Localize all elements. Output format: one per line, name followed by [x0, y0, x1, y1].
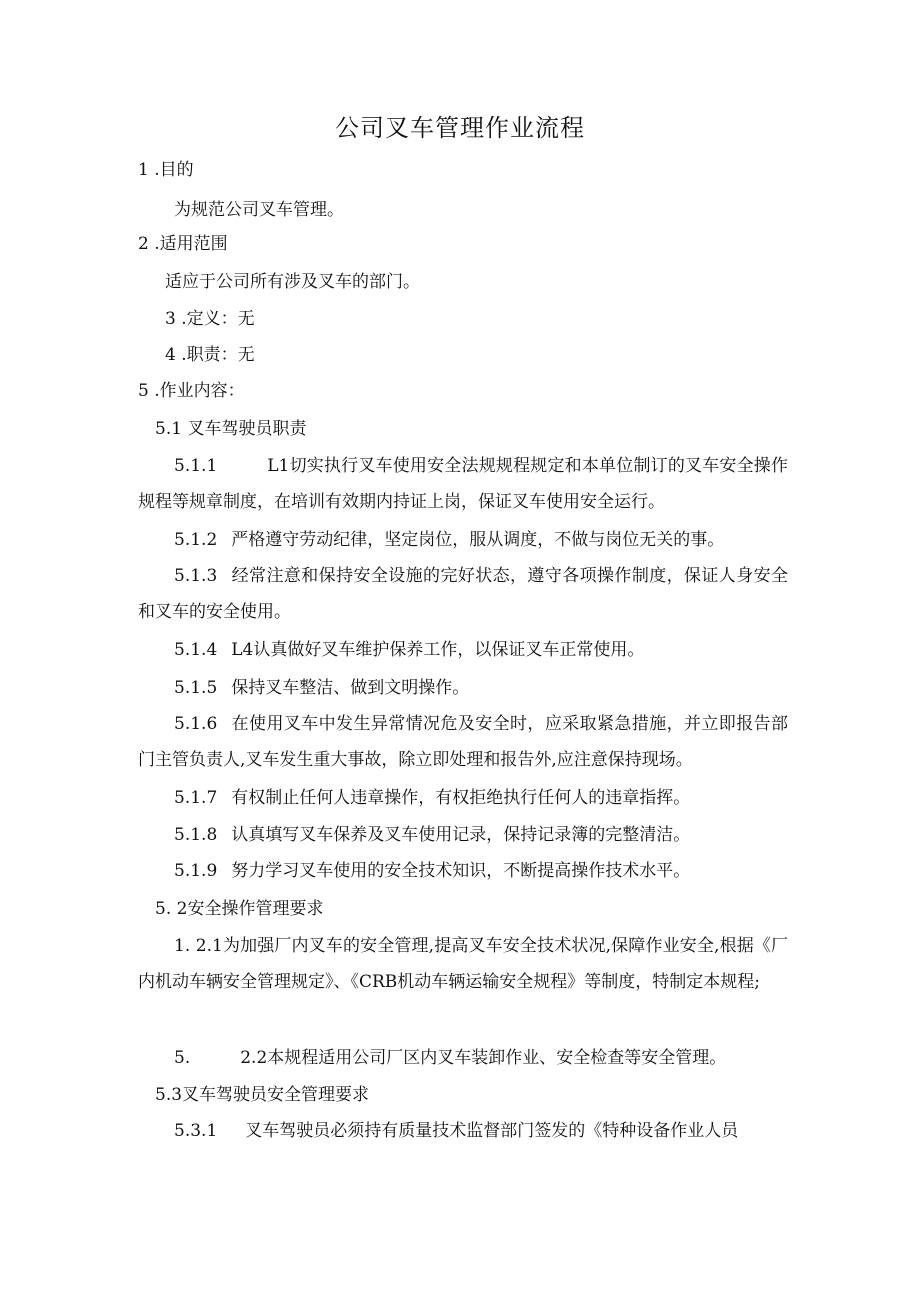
section-1-body: 为规范公司叉车管理。	[174, 200, 344, 220]
item-5-1-7-number: 5.1.7	[174, 788, 218, 808]
item-5-2-2-text: 2.2本规程适用公司厂区内叉车装卸作业、安全检查等安全管理。	[240, 1048, 727, 1068]
item-5-1-2-number: 5.1.2	[174, 530, 218, 550]
section-5-2-heading: 5. 2安全操作管理要求	[155, 899, 324, 919]
item-5-3-1	[174, 1119, 738, 1143]
item-5-1-8-text: 认真填写叉车保养及叉车使用记录，保持记录簿的完整清洁。	[231, 825, 691, 845]
section-4-heading: 4 .职责：无	[165, 345, 255, 365]
item-5-3-1-number: 5.3.1	[174, 1121, 218, 1141]
item-5-1-4-text: L4认真做好叉车维护保养工作，以保证叉车正常使用。	[231, 640, 645, 660]
item-5-1-9-text: 努力学习叉车使用的安全技术知识，不断提高操作技术水平。	[231, 861, 691, 881]
item-5-1-5	[174, 676, 469, 700]
item-5-1-6-text: 在使用叉车中发生异常情况危及安全时，应采取紧急措施，并立即报告部门主管负责人,叉车发生重大事故，除立即处理和报告外,应注意保持现场。	[138, 714, 788, 770]
section-5-heading: 5 .作业内容：	[138, 381, 245, 401]
item-5-1-4-number: 5.1.4	[174, 640, 218, 660]
item-5-1-3-text: 经常注意和保持安全设施的完好状态，遵守各项操作制度，保证人身安全和叉车的安全使用。	[138, 566, 788, 622]
item-5-1-9-number: 5.1.9	[174, 861, 218, 881]
section-1-heading: 1 .目的	[138, 160, 194, 180]
document-title: 公司叉车管理作业流程	[335, 114, 585, 142]
item-5-1-3-number: 5.1.3	[174, 566, 218, 586]
section-2-heading: 2 .适用范围	[138, 234, 228, 254]
item-5-1-9	[174, 859, 690, 883]
item-5-1-8-number: 5.1.8	[174, 825, 218, 845]
section-2-body: 适应于公司所有涉及叉车的部门。	[165, 272, 420, 292]
item-5-1-7	[174, 786, 690, 810]
item-5-1-1-number: 5.1.1	[174, 456, 218, 476]
item-5-1-7-text: 有权制止任何人违章操作，有权拒绝执行任何人的违章指挥。	[231, 788, 691, 808]
item-5-2-2	[174, 1046, 726, 1070]
item-5-1-1	[138, 448, 788, 520]
item-5-2-2-number: 5.	[174, 1048, 191, 1068]
item-5-3-1-text: 叉车驾驶员必须持有质量技术监督部门签发的《特种设备作业人员	[245, 1121, 739, 1141]
item-5-2-1: 1. 2.1为加强厂内叉车的安全管理,提高叉车安全技术状况,保障作业安全,根据《厂内机动车辆安全管理规定》、《CRB机动车辆运输安全规程》等制度，特制定本规程;	[138, 936, 788, 992]
section-3-heading: 3 .定义：无	[165, 309, 255, 329]
section-5-3-heading: 5.3叉车驾驶员安全管理要求	[155, 1085, 370, 1105]
section-5-1-heading: 5.1 叉车驾驶员职责	[155, 419, 307, 439]
item-5-1-2	[174, 528, 724, 552]
item-5-1-3	[138, 558, 788, 630]
item-5-1-5-number: 5.1.5	[174, 678, 218, 698]
item-5-1-1-text: L1切实执行叉车使用安全法规规程规定和本单位制订的叉车安全操作规程等规章制度，在培训有效期内持证上岗，保证叉车使用安全运行。	[138, 456, 788, 512]
item-5-1-4	[174, 638, 644, 662]
item-5-1-6	[138, 706, 788, 778]
item-5-1-8	[174, 823, 690, 847]
item-5-1-2-text: 严格遵守劳动纪律，坚定岗位，服从调度，不做与岗位无关的事。	[231, 530, 725, 550]
item-5-1-5-text: 保持叉车整洁、做到文明操作。	[231, 678, 470, 698]
item-5-1-6-number: 5.1.6	[174, 714, 218, 734]
